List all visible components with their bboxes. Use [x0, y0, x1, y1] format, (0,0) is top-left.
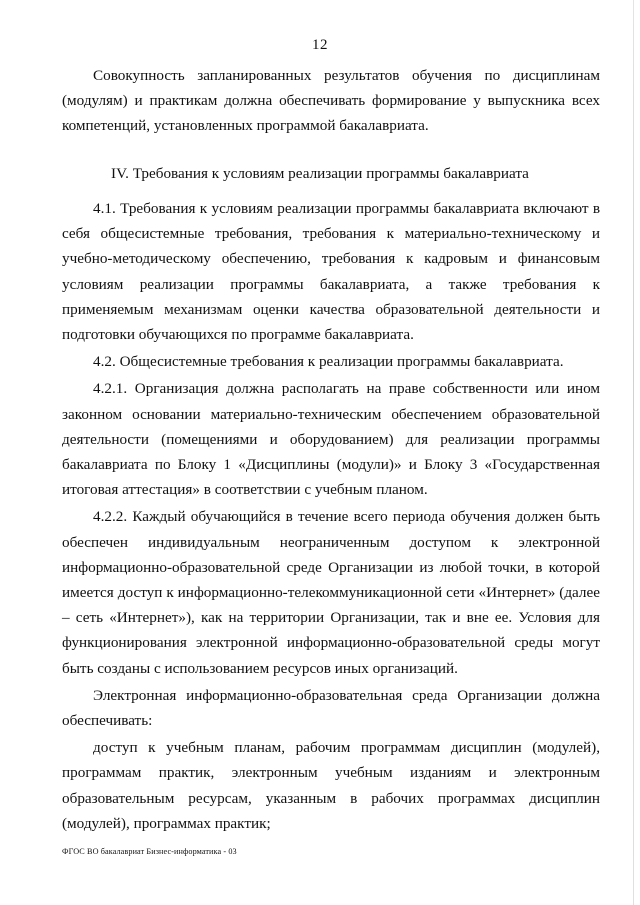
intro-text — [62, 63, 600, 139]
page-number: 12 — [312, 37, 328, 53]
paragraph-4-2-2: 4.2.2. Каждый обучающийся в течение всего периода обучения должен быть обеспечен индивидуальным неограниченным доступом к электронной информационно-образовательной среде Организации из любой точки, в которой имеется доступ к информационно-телекоммуникационной сети «Интернет» (далее – сеть «Интернет»), как на территории Организации, так и вне ее. Условия для функционирования электронной информационно-образовательной среды могут быть созданы с использованием ресурсов иных организаций. — [62, 508, 600, 677]
section-heading: IV. Требования к условиям реализации программы бакалавриата — [111, 165, 529, 182]
footer-note: ФГОС ВО бакалавриат Бизнес-информатика - 03 — [62, 847, 237, 856]
scan-edge — [633, 0, 634, 905]
paragraph-4-1: 4.1. Требования к условиям реализации программы бакалавриата включают в себя общесистемные требования, требования к материально-техническому и учебно-методическому обеспечению, требования к кадровым и финансовым условиям реализации программы бакалавриата, а также требования к применяемым механизмам оценки качества образовательной деятельности и подготовки обучающихся по программе бакалавриата. — [62, 200, 600, 344]
paragraph-intro: Совокупность запланированных результатов обучения по дисциплинам (модулям) и практикам должна обеспечивать формирование у выпускника всех компетенций, установленных программой бакалавриата. — [62, 67, 600, 135]
section-body — [62, 196, 600, 836]
paragraph-4-2: 4.2. Общесистемные требования к реализации программы бакалавриата. — [93, 353, 564, 371]
paragraph-access: доступ к учебным планам, рабочим программам дисциплин (модулей), программам практик, электронным учебным изданиям и электронным образовательным ресурсам, указанным в рабочих программах дисциплин (модулей), программах практик; — [62, 739, 600, 832]
paragraph-4-2-1: 4.2.1. Организация должна располагать на праве собственности или ином законном основании материально-техническим обеспечением образовательной деятельности (помещениями и оборудованием) для реализации программы бакалавриата по Блоку 1 «Дисциплины (модули)» и Блоку 3 «Государственная итоговая аттестация» в соответствии с учебным планом. — [62, 380, 600, 499]
paragraph-eios: Электронная информационно-образовательная среда Организации должна обеспечивать: — [62, 686, 600, 730]
